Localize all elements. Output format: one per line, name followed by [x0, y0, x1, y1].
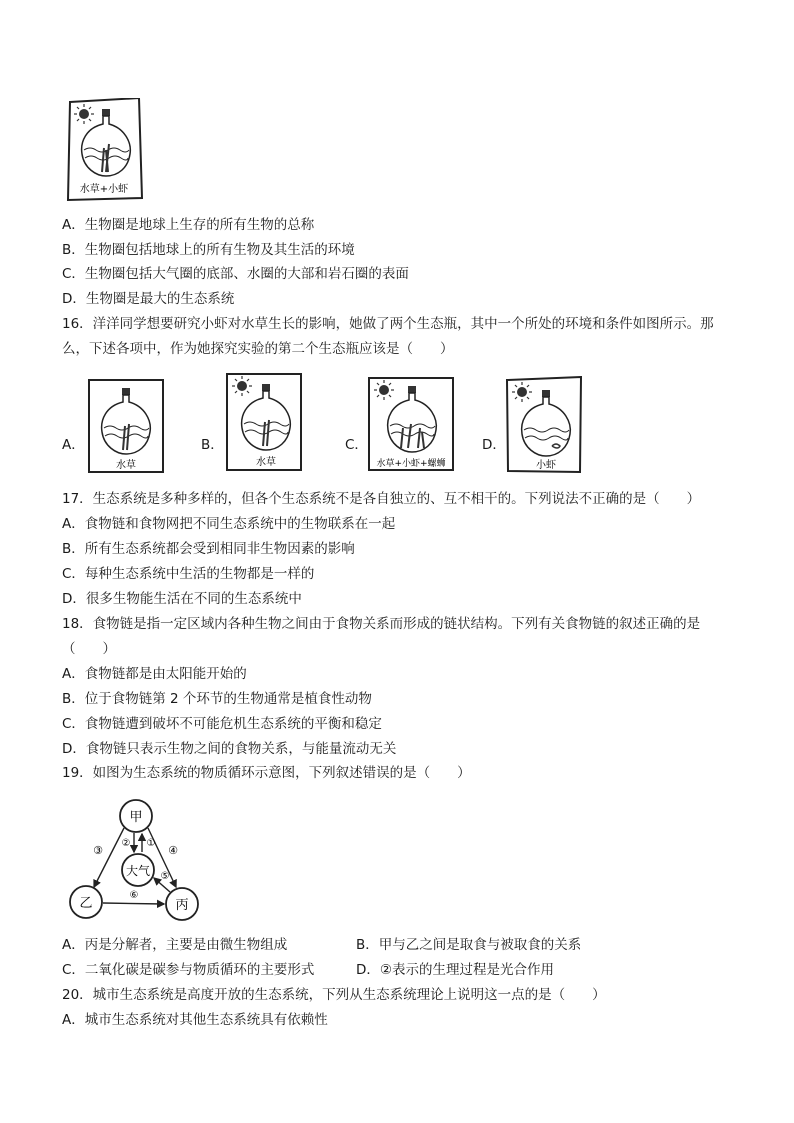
- q17-option-a: A．食物链和食物网把不同生态系统中的生物联系在一起: [62, 516, 396, 532]
- node-bing-label: 丙: [175, 898, 189, 913]
- q16-choice-d-letter: D．: [482, 437, 506, 453]
- q19-option-a: A．丙是分解者，主要是由微生物组成: [62, 937, 288, 953]
- q18-stem: 18．食物链是指一定区域内各种生物之间由于食物关系而形成的链状结构。下列有关食物链的叙述正确的是: [62, 616, 701, 632]
- q16-stem-line2: 么，下述各项中，作为她探究实验的第二个生态瓶应该是（ ）: [62, 341, 454, 357]
- arrow-1-label: ①: [146, 838, 156, 849]
- q20-stem: 20．城市生态系统是高度开放的生态系统，下列从生态系统理论上说明这一点的是（ ）: [62, 987, 606, 1003]
- sun-icon: [232, 376, 252, 396]
- q16-choice-b-figure: [224, 372, 304, 472]
- q18-option-b: B．位于食物链第 2 个环节的生物通常是植食性动物: [62, 691, 372, 707]
- carbon-cycle-diagram: [62, 792, 212, 924]
- q16-choice-a-letter: A．: [62, 437, 85, 453]
- arrow-3-label: ③: [93, 844, 103, 857]
- node-atmosphere-label: 大气: [125, 864, 151, 878]
- q18-option-a: A．食物链都是由太阳能开始的: [62, 666, 247, 682]
- q16-choice-a-figure: [86, 378, 166, 474]
- q15-option-b: B．生物圈包括地球上的所有生物及其生活的环境: [62, 242, 355, 258]
- arrow-3: [94, 828, 124, 887]
- top-ecobottle-figure: [66, 98, 144, 202]
- q17-option-c: C．每种生态系统中生活的生物都是一样的: [62, 566, 315, 582]
- arrow-6: [103, 903, 164, 904]
- q15-option-a: A．生物圈是地球上生存的所有生物的总称: [62, 217, 315, 233]
- q16-choice-c-figure: [366, 376, 456, 472]
- q17-stem: 17．生态系统是多种多样的，但各个生态系统不是各自独立的、互不相干的。下列说法不正确的是（ ）: [62, 491, 701, 507]
- arrow-4-label: ④: [168, 844, 178, 857]
- node-yi-label: 乙: [79, 896, 93, 911]
- q18-stem-paren: （ ）: [62, 641, 116, 657]
- sun-icon: [512, 382, 532, 402]
- q19-stem: 19．如图为生态系统的物质循环示意图，下列叙述错误的是（ ）: [62, 765, 471, 781]
- q16-choice-b-label: 水草: [256, 457, 276, 468]
- q16-choice-b-letter: B．: [201, 437, 224, 453]
- node-jia-label: 甲: [129, 810, 143, 825]
- arrow-5-label: ⑤: [160, 871, 170, 882]
- q16-choice-d-label: 小虾: [536, 460, 556, 471]
- q19-option-d: D．②表示的生理过程是光合作用: [356, 962, 554, 978]
- q16-choice-c-label: 水草+小虾+螺蛳: [376, 459, 446, 469]
- q20-option-a: A．城市生态系统对其他生态系统具有依赖性: [62, 1012, 328, 1028]
- q16-stem-line1: 16．洋洋同学想要研究小虾对水草生长的影响，她做了两个生态瓶，其中一个所处的环境和条件如图所示。那: [62, 316, 714, 332]
- q17-option-d: D．很多生物能生活在不同的生态系统中: [62, 591, 302, 607]
- arrow-6-label: ⑥: [129, 890, 139, 901]
- q16-choice-a-label: 水草: [116, 460, 136, 471]
- arrow-2-label: ②: [121, 838, 131, 849]
- sun-icon: [74, 104, 94, 124]
- q15-option-c: C．生物圈包括大气圈的底部、水圈的大部和岩石圈的表面: [62, 266, 409, 282]
- q16-choice-d-figure: [504, 376, 584, 474]
- q16-choice-c-letter: C．: [345, 437, 368, 453]
- q19-option-c: C．二氧化碳是碳参与物质循环的主要形式: [62, 962, 315, 978]
- q17-option-b: B．所有生态系统都会受到相同非生物因素的影响: [62, 541, 355, 557]
- q15-option-d: D．生物圈是最大的生态系统: [62, 291, 235, 307]
- sun-icon: [374, 380, 394, 400]
- top-figure-label: 水草+小虾: [79, 184, 129, 195]
- q19-option-b: B．甲与乙之间是取食与被取食的关系: [356, 937, 582, 953]
- q18-option-d: D．食物链只表示生物之间的食物关系，与能量流动无关: [62, 741, 397, 757]
- q18-option-c: C．食物链遭到破坏不可能危机生态系统的平衡和稳定: [62, 716, 382, 732]
